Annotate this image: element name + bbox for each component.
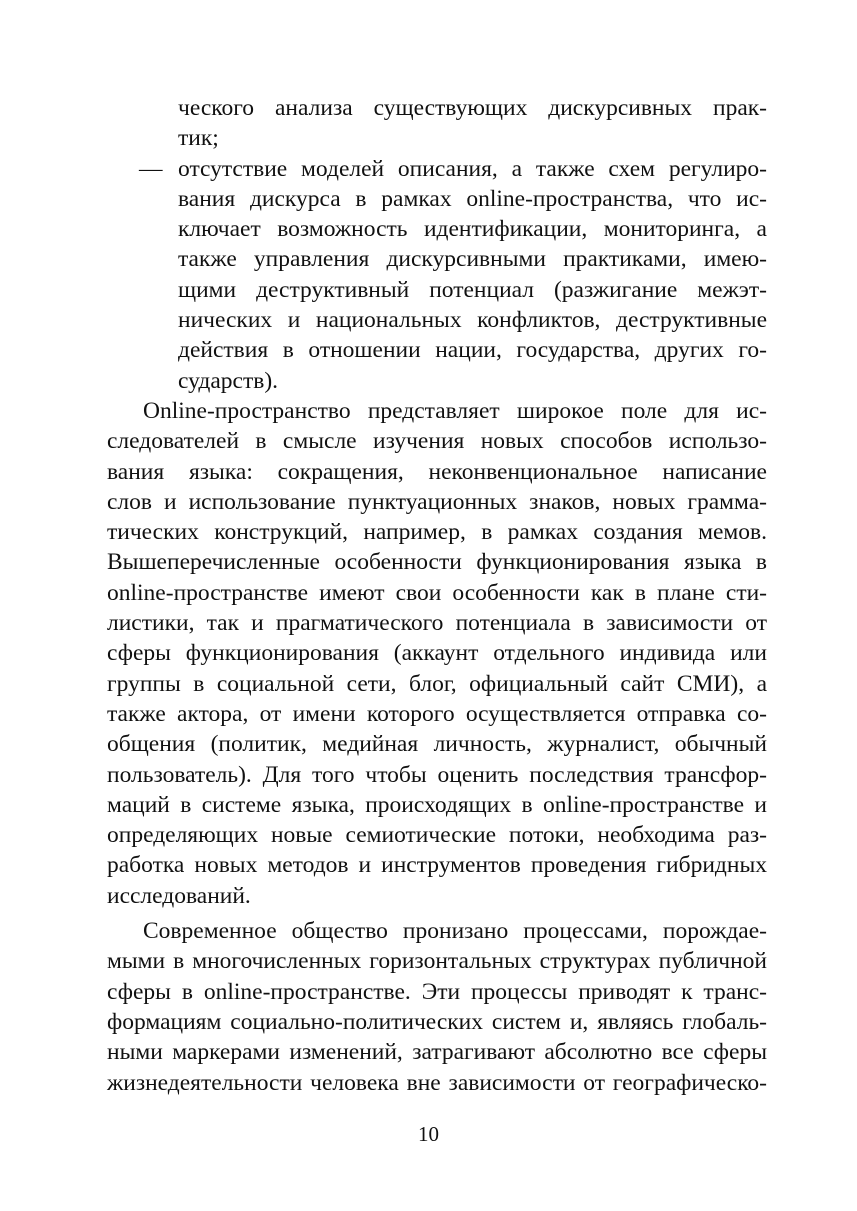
text-line: сударств). (178, 367, 279, 394)
text-line: также управления дискурсивными практиками, имею- (178, 246, 767, 273)
text-line: жизнедеятельности человека вне зависимости от географическо- (107, 1069, 767, 1096)
text-line: ключает возможность идентификации, мониторинга, а (178, 216, 767, 243)
text-line: Вышеперечисленные особенности функционирования языка в (107, 549, 767, 576)
text-line: сферы в online-пространстве. Эти процессы приводят к транс- (107, 978, 767, 1005)
text-line: слов и использование пунктуационных знаков, новых грамма- (107, 488, 767, 515)
text-line: работка новых методов и инструментов проведения гибридных (107, 852, 767, 879)
text-line: ческого анализа существующих дискурсивных прак- (178, 95, 767, 121)
body-text (107, 93, 767, 1098)
text-line: Современное общество пронизано процессами, порождае- (143, 918, 767, 945)
text-line: группы в социальной сети, блог, официальный сайт СМИ), а (107, 670, 767, 697)
list-item (107, 154, 767, 396)
text-line: щими деструктивный потенциал (разжигание межэт- (178, 276, 767, 303)
paragraph (107, 396, 767, 911)
list-item-continuation (107, 93, 767, 154)
text-line: тик; (178, 125, 219, 152)
text-line: действия в отношении нации, государства, других го- (178, 337, 767, 364)
text-line: мыми в многочисленных горизонтальных структурах публичной (107, 948, 767, 975)
text-line: также актора, от имени которого осуществляется отправка со- (107, 700, 767, 727)
text-line: пользователь). Для того чтобы оценить последствия трансфор- (107, 761, 767, 788)
text-line: вания языка: сокращения, неконвенциональное написание (107, 458, 767, 485)
text-line: следователей в смысле изучения новых способов использо- (107, 428, 767, 455)
text-line: определяющих новые семиотические потоки, необходима раз- (107, 822, 767, 849)
text-line: маций в системе языка, происходящих в online-пространстве и (107, 791, 767, 818)
text-line: ными маркерами изменений, затрагивают абсолютно все сферы (107, 1039, 767, 1066)
text-line: формациям социально-политических систем и, являясь глобаль- (107, 1008, 767, 1035)
text-line: вания дискурса в рамках online-пространства, что ис- (178, 185, 767, 212)
list-dash-marker: — (139, 155, 163, 182)
text-line: online-пространстве имеют свои особенности как в плане сти- (107, 579, 767, 606)
text-line: исследований. (107, 882, 251, 909)
text-line: общения (политик, медийная личность, журналист, обычный (107, 731, 767, 758)
text-line: отсутствие моделей описания, а также схем регулиро- (178, 155, 767, 182)
text-line: сферы функционирования (аккаунт отдельного индивида или (107, 640, 767, 667)
paragraph (107, 916, 767, 1098)
text-line: листики, так и прагматического потенциала в зависимости от (107, 610, 767, 637)
text-line: нических и национальных конфликтов, деструктивные (178, 307, 767, 334)
text-line: Online-пространство представляет широкое поле для ис- (143, 397, 767, 424)
page-number: 10 (418, 1122, 439, 1146)
text-line: тических конструкций, например, в рамках создания мемов. (107, 519, 767, 546)
